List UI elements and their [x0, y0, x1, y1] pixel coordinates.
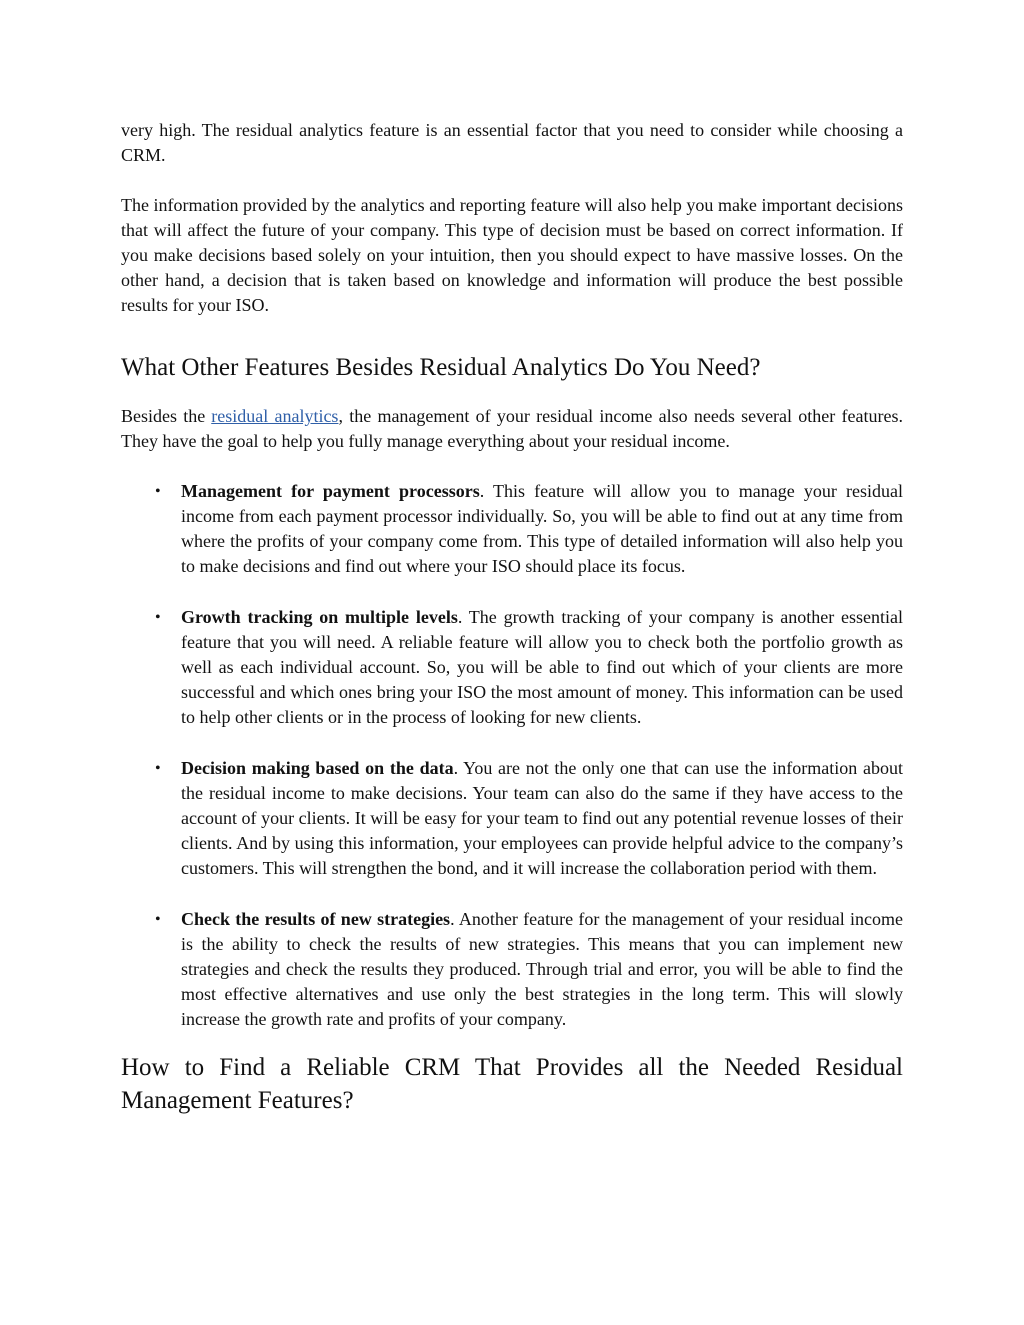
section-1-text-after-link: , the management of your residual income also needs several other features. They have the goal to help you fully manage everything about your residual income. [121, 406, 903, 451]
section-1-paragraph [121, 404, 903, 454]
list-item [121, 605, 903, 730]
feature-text: . Another feature for the management of your residual income is the ability to check the results of new strategies. This means that you can implement new strategies and check the results they produced. Through trial and error, you will be able to find the most effective alternatives and use only the best strategies in the long term. This will slowly increase the growth rate and profits of your company. [181, 909, 903, 1029]
feature-title: Growth tracking on multiple levels [181, 607, 458, 627]
paragraph-spacer [121, 454, 903, 479]
list-item [121, 907, 903, 1032]
residual-analytics-link[interactable]: residual analytics [211, 406, 339, 426]
bullet-icon: • [155, 911, 161, 928]
intro-paragraph-2: The information provided by the analytics and reporting feature will also help you make important decisions that will affect the future of your company. This type of decision must be based on correct information. If you make decisions based solely on your intuition, then you should expect to have massive losses. On the other hand, a decision that is taken based on knowledge and information will produce the best possible results for your ISO. [121, 195, 903, 315]
section-2-heading-wrap [121, 1051, 903, 1117]
bullet-icon: • [155, 609, 161, 626]
feature-text: . The growth tracking of your company is another essential feature that you will need. A reliable feature will allow you to check both the portfolio growth as well as each individual account. So, you will be able to find out which of your clients are more successful and which ones bring your ISO the most amount of money. This information can be used to help other clients or in the process of looking for new clients. [181, 607, 903, 727]
section-2-heading: How to Find a Reliable CRM That Provides all the Needed Residual Management Features? [121, 1054, 903, 1114]
features-list [121, 479, 903, 1032]
feature-title: Decision making based on the data [181, 758, 454, 778]
feature-title: Management for payment processors [181, 481, 480, 501]
feature-text: . You are not the only one that can use the information about the residual income to make decisions. Your team can also do the same if they have access to the account of your clients. It will be easy for your team to find out any potential revenue losses of their clients. And by using this information, your employees can provide helpful advice to the company’s customers. This will strengthen the bond, and it will increase the collaboration period with them. [181, 758, 903, 878]
list-item [121, 479, 903, 579]
feature-title: Check the results of new strategies [181, 909, 451, 929]
intro-paragraph-1: very high. The residual analytics feature is an essential factor that you need to consider while choosing a CRM. [121, 120, 903, 165]
bullet-icon: • [155, 760, 161, 777]
document-page [121, 118, 903, 1117]
feature-text: . This feature will allow you to manage your residual income from each payment processor individually. So, you will be able to find out at any time from where the profits of your company come from. This type of detailed information will also help you to make decisions and find out where your ISO should place its focus. [181, 481, 903, 576]
section-1-heading: What Other Features Besides Residual Analytics Do You Need? [121, 354, 761, 381]
list-item [121, 756, 903, 881]
bullet-icon: • [155, 483, 161, 500]
section-1-heading-wrap [121, 351, 903, 384]
paragraph-spacer [121, 168, 903, 193]
section-1-text-before-link: Besides the [121, 406, 206, 426]
